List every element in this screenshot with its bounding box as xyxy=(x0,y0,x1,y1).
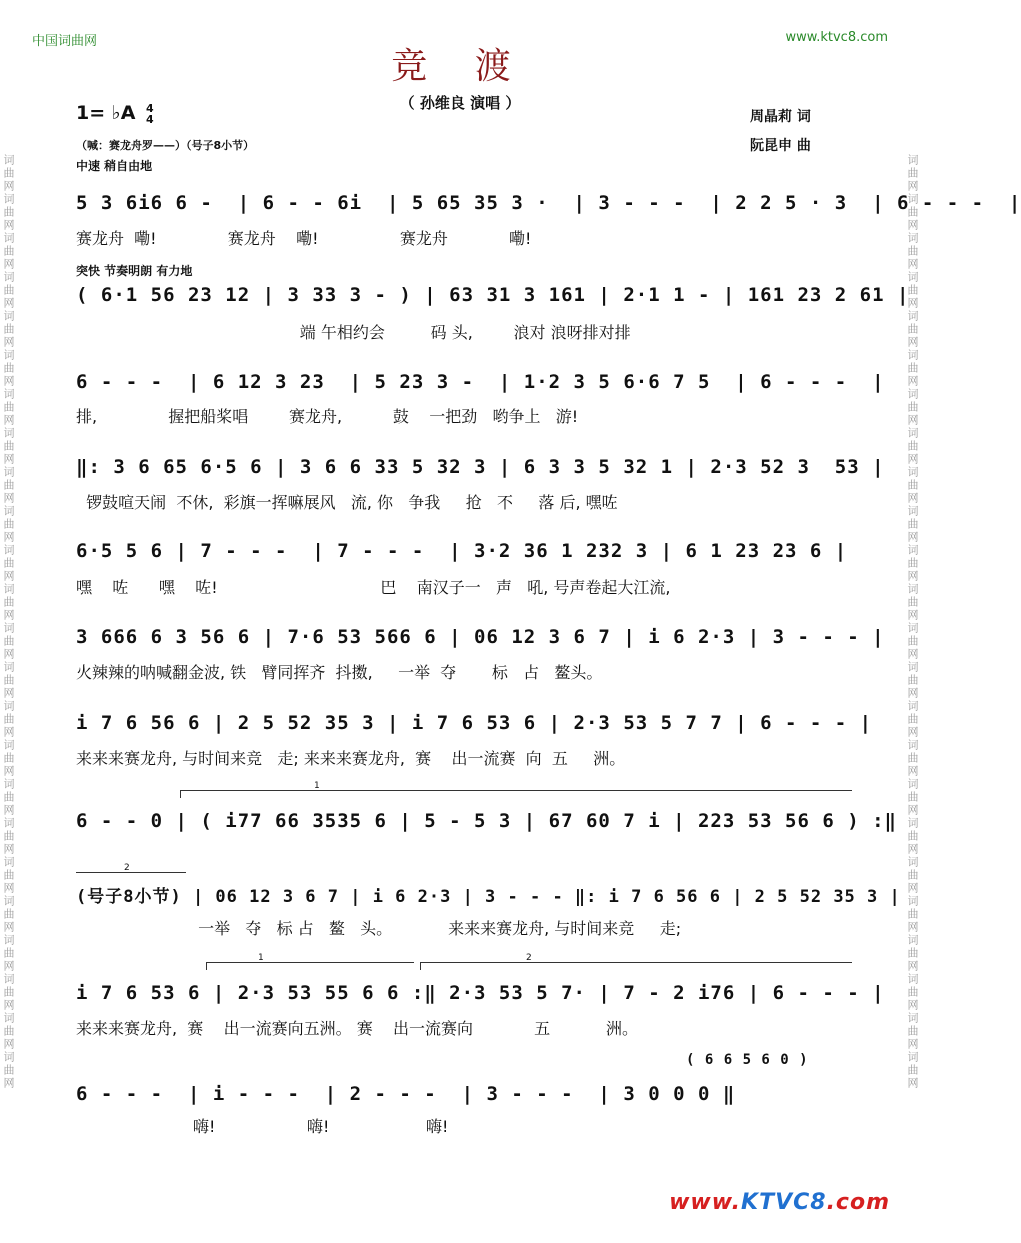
score-line-4: ‖: 3 6 65 6·5 6 | 3 6 6 33 5 32 3 | 6 3 3 5 32 1 | 2·3 52 3 53 | xyxy=(76,456,885,478)
site-name-left[interactable]: 中国词曲网 xyxy=(32,34,98,49)
key-signature xyxy=(76,102,154,125)
lyricist: 周晶莉 词 xyxy=(750,109,811,125)
key-label: 1= ♭A xyxy=(76,102,136,124)
score-line-10: i 7 6 53 6 | 2·3 53 55 6 6 :‖ 2·3 53 5 7· | 7 - 2 i76 | 6 - - - | xyxy=(76,982,885,1004)
lyric-line-4: 锣鼓喧天闹 不休, 彩旗一挥嘛展风 流, 你 争我 抢 不 落 后, 嘿咗 xyxy=(76,493,618,512)
lyric-line-7: 来来来赛龙舟, 与时间来竞 走; 来来来赛龙舟, 赛 出一流赛 向 五 洲。 xyxy=(76,749,626,768)
site-logo[interactable] xyxy=(669,1190,890,1215)
score-line-8: 6 - - 0 | ( i77 66 3535 6 | 5 - 5 3 | 67 60 7 i | 223 53 56 6 ) :‖ xyxy=(76,810,897,832)
lyric-line-1: 赛龙舟 嘞! 赛龙舟 嘞! 赛龙舟 嘞! xyxy=(76,229,532,248)
score-line-6: 3 666 6 3 56 6 | 7·6 53 566 6 | 06 12 3 6 7 | i 6 2·3 | 3 - - - | xyxy=(76,626,885,648)
watermark-left: 词曲网词曲网词曲网词曲网词曲网词曲网词曲网词曲网词曲网词曲网词曲网词曲网词曲网词曲网词曲网词曲网词曲网词曲网词曲网词曲网词曲网词曲网词曲网词曲网 xyxy=(2,153,15,1090)
volta-1-label-b: 1 xyxy=(258,953,264,963)
logo-brand: KTVC8 xyxy=(741,1190,827,1215)
score-line-5: 6·5 5 6 | 7 - - - | 7 - - - | 3·2 36 1 232 3 | 6 1 23 23 6 | xyxy=(76,540,848,562)
score-line-9: (号子8小节) | 06 12 3 6 7 | i 6 2·3 | 3 - - - ‖: i 7 6 56 6 | 2 5 52 35 3 | xyxy=(76,887,901,907)
tail-notes: ( 6 6 5 6 0 ) xyxy=(686,1052,809,1068)
singer-credit: （ 孙维良 演唱 ） xyxy=(399,94,521,112)
time-signature xyxy=(146,103,154,125)
volta-2-label-b: 2 xyxy=(526,953,532,963)
volta-2-label-a: 2 xyxy=(124,863,130,873)
logo-tld: .com xyxy=(826,1190,890,1215)
score-line-3: 6 - - - | 6 12 3 23 | 5 23 3 - | 1·2 3 5 6·6 7 5 | 6 - - - | xyxy=(76,371,885,393)
lyric-line-11: 嗨! 嗨! 嗨! xyxy=(76,1117,449,1136)
lyric-line-5: 嘿 咗 嘿 咗! 巴 南汉子一 声 吼, 号声卷起大江流, xyxy=(76,578,671,597)
logo-www: www. xyxy=(669,1190,742,1215)
site-url-right[interactable]: www.ktvc8.com xyxy=(785,30,888,45)
volta-1-bracket-a-tick xyxy=(180,790,181,798)
lyric-line-2: 端 午相约会 码 头, 浪对 浪呀排对排 xyxy=(76,323,631,342)
volta-2-bracket-b-tick xyxy=(420,962,421,970)
composer: 阮昆申 曲 xyxy=(750,138,811,154)
volta-1-bracket-a xyxy=(180,790,852,791)
volta-1-bracket-b xyxy=(206,962,414,963)
song-title: 竞 渡 xyxy=(391,46,529,87)
volta-2-bracket-b xyxy=(420,962,852,963)
lyric-line-6: 火辣辣的呐喊翻金波, 铁 臂同挥齐 抖擞, 一举 夺 标 占 鳌头。 xyxy=(76,663,603,682)
time-top: 4 xyxy=(146,101,154,115)
score-line-2: ( 6·1 56 23 12 | 3 33 3 - ) | 63 31 3 161 | 2·1 1 - | 161 23 2 61 | xyxy=(76,284,910,306)
volta-2-bracket-a xyxy=(76,872,186,873)
volta-1-bracket-b-tick xyxy=(206,962,207,970)
intro-note: （喊：赛龙舟罗——）（号子8小节） xyxy=(76,139,255,152)
lyric-line-9: 一举 夺 标 占 鳌 头。 来来来赛龙舟, 与时间来竞 走; xyxy=(76,919,682,938)
score-line-1: 5 3 6i6 6 - | 6 - - 6i | 5 65 35 3 · | 3 - - - | 2 2 5 · 3 | 6 - - - | xyxy=(76,192,1021,214)
time-bottom: 4 xyxy=(146,112,154,126)
tempo-direction-2: 突快 节奏明朗 有力地 xyxy=(76,264,193,278)
lyric-line-3: 排, 握把船桨唱 赛龙舟, 鼓 一把劲 哟争上 游! xyxy=(76,407,579,426)
score-line-11: 6 - - - | i - - - | 2 - - - | 3 - - - | 3 0 0 0 ‖ xyxy=(76,1083,736,1105)
volta-1-label-a: 1 xyxy=(314,781,320,791)
watermark-right: 词曲网词曲网词曲网词曲网词曲网词曲网词曲网词曲网词曲网词曲网词曲网词曲网词曲网词曲网词曲网词曲网词曲网词曲网词曲网词曲网词曲网词曲网词曲网词曲网 xyxy=(906,153,919,1090)
tempo-direction-1: 中速 稍自由地 xyxy=(76,159,153,173)
score-line-7: i 7 6 56 6 | 2 5 52 35 3 | i 7 6 53 6 | 2·3 53 5 7 7 | 6 - - - | xyxy=(76,712,873,734)
lyric-line-10: 来来来赛龙舟, 赛 出一流赛向五洲。 赛 出一流赛向 五 洲。 xyxy=(76,1019,639,1038)
